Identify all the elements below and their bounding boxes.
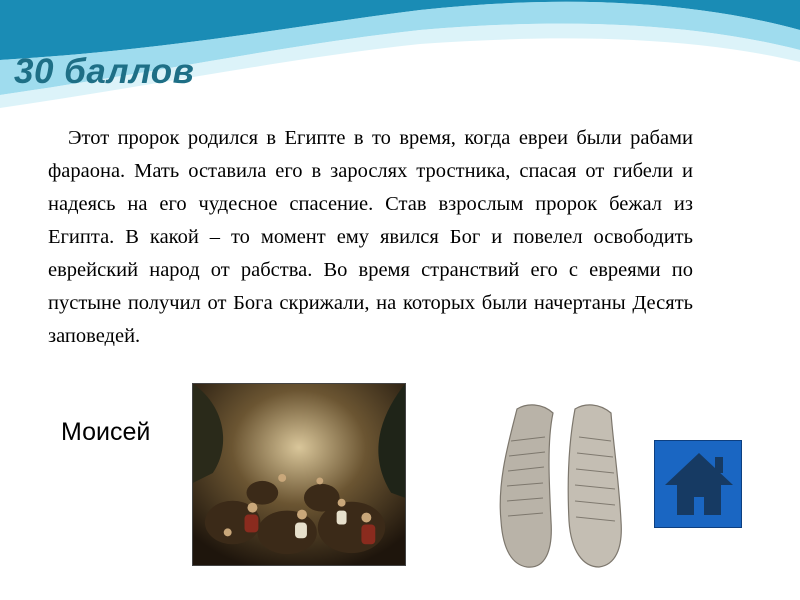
painting-image: [192, 383, 406, 566]
answer-text: Моисей: [61, 418, 151, 446]
slide-title: 30 баллов: [14, 52, 195, 91]
stone-tablets-image: [487, 401, 634, 570]
question-text: Этот пророк родился в Египте в то время, когда евреи были рабами фараона. Мать оставила его в зарослях тростника, спасая от гибели и надеясь на его чудесное спасение. Став взрослым пророк бежал из Египта. В какой – то момент ему явился Бог и повелел освободить еврейский народ от рабства. Во время странствий его с евреями по пустыне получил от Бога скрижали, на которых были начертаны Десять заповедей.: [48, 127, 693, 347]
home-button[interactable]: [654, 440, 742, 528]
house-icon: [655, 441, 743, 529]
